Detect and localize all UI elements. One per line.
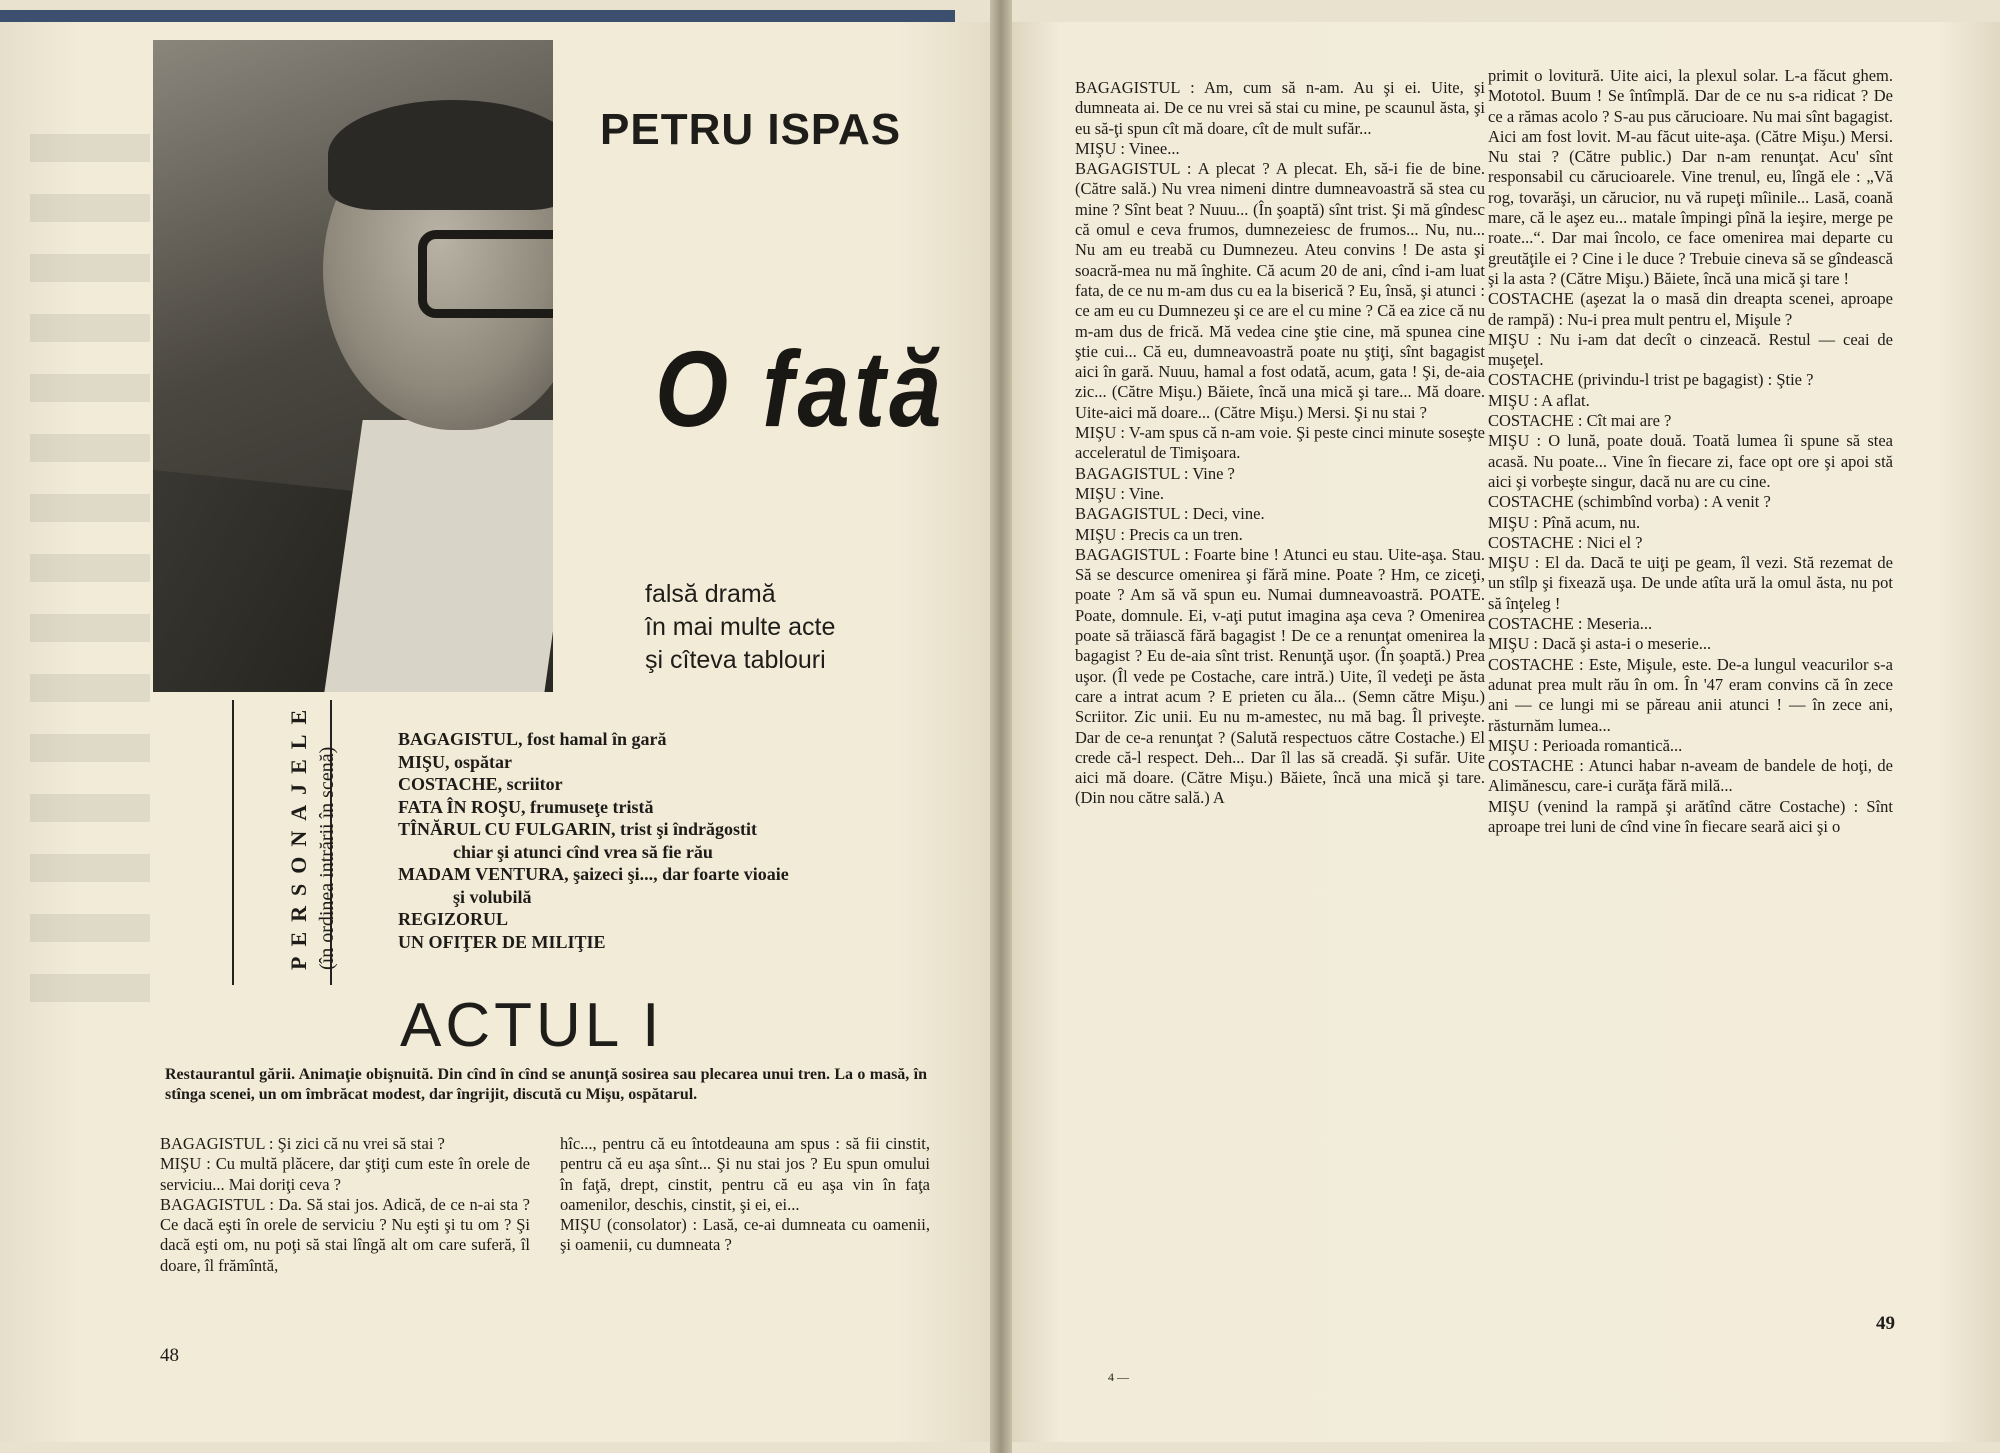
cast-item-continued: şi volubilă xyxy=(453,886,532,907)
characters-note: (în ordinea intrării în scenă) xyxy=(316,746,338,970)
dialogue-line: COSTACHE : Este, Mişule, este. De-a lungul veacurilor s-a adunat prea mult rău în om. În '47 eram convins că în zece ani — ce lungi mi se păreau anii atunci ! — în zece ani, răsturnăm lumea... xyxy=(1488,654,1893,735)
cast-item: UN OFIŢER DE MILIŢIE xyxy=(398,931,606,952)
cast-item: REGIZORUL xyxy=(398,909,509,929)
dialogue-line: BAGAGISTUL : A plecat ? A plecat. Eh, să-i fie de bine. (Către sală.) Nu vrea nimeni dintre dumneavoastră să stea cu mine ? Sînt beat ? Nuuu... (În şoaptă) sînt trist. Şi mă gîndesc că omul e ceva frumos, dumnezeiesc de frumos... Nu, nu... Nu am eu treabă cu Dumnezeu. Ateu convins ! De asta şi soacră-mea nu mă înghite. Că acum 20 de ani, cînd i-am luat fata, de ce nu m-am dus cu ea la biserică ? Eu, însă, şi atunci : ce am eu cu Dumnezeu şi ce are el cu mine ? Că ea zice că nu m-am dus de frică. Mă vedea cine ştie cine, mă spunea cine ştie cui... Că eu, dumneavoastră poate nu ştiţi, sînt bagagist aici în gară. Nuuu, hamal a fost odată, acum, gata ! Şi, de-aia zic... (Către Mişu.) Băiete, încă una mică şi tare... Mă doare. Uite-aici mă doare... (Către Mişu.) Mersi. Şi nu stai ? xyxy=(1075,159,1485,422)
text-column-right-2 xyxy=(1488,66,1893,837)
page-number-right: 49 xyxy=(1876,1313,1895,1334)
dialogue-line: BAGAGISTUL : Foarte bine ! Atunci eu stau. Uite-aşa. Stau. Să se descurce omenirea şi fără mine. Poate ? Hm, ce ziceţi, poate ? Am să vă spun eu. Numai dumneavoastră. POATE. Poate, domnule. Ei, v-aţi putut imagina aşa ceva ? Omenirea poate să trăiască fără bagagist ! De ce a renunţat omenirea la bagagist ? Eu de-aia sînt trist. Renunţă uşor. (În şoaptă.) Prea uşor. (Îl vede pe Costache, care intră.) Uite, îl vedeţi pe ăsta care a intrat acum ? E prieten cu ăla... (Semn către Mişu.) Scriitor. Zic unii. Eu nu m-amestec, nu mă bag. Îl priveşte. Dar de ce-a renunţat ? (Salută respectuos către Costache.) El crede că-l respect. Deh... Dar îl las să creadă. Şi sufăr. Uite aici mă doare. (Către Mişu.) Băiete, încă una mică şi tare. (Din nou către sală.) A xyxy=(1075,544,1485,808)
dialogue-line: MIŞU : Dacă şi asta-i o meserie... xyxy=(1488,634,1712,654)
dialogue-line: MIŞU (consolator) : Lasă, ce-ai dumneata cu oamenii, şi oamenii, cu dumneata ? xyxy=(560,1215,930,1255)
dialogue-line: MIŞU : Perioada romantică... xyxy=(1488,735,1683,755)
dialogue-line: MIŞU : V-am spus că n-am voie. Şi peste cinci minute soseşte acceleratul de Timişoara. xyxy=(1075,423,1485,463)
author-portrait-photo xyxy=(153,40,553,692)
dialogue-line: MIŞU : Precis ca un tren. xyxy=(1075,524,1243,544)
dialogue-line: BAGAGISTUL : Deci, vine. xyxy=(1075,504,1265,524)
signature-mark: 4 — xyxy=(1108,1370,1129,1384)
dialogue-line: MIŞU (venind la rampă şi arătînd către Costache) : Sînt aproape trei luni de cînd vine în fiecare seară aici şi o xyxy=(1488,796,1893,836)
portrait-hair xyxy=(328,100,553,210)
dialogue-line: MIŞU : Vinee... xyxy=(1075,138,1180,158)
act-heading: ACTUL I xyxy=(400,991,664,1060)
cast-item: BAGAGISTUL, fost hamal în gară xyxy=(398,729,667,749)
dialogue-line: BAGAGISTUL : Vine ? xyxy=(1075,463,1235,483)
cast-item: FATA ÎN ROŞU, frumuseţe tristă xyxy=(398,796,654,817)
portrait-shirt xyxy=(323,420,553,692)
cast-item-continued: chiar şi atunci cînd vrea să fie rău xyxy=(453,841,713,862)
dialogue-line: BAGAGISTUL : Şi zici că nu vrei să stai ? xyxy=(160,1134,445,1153)
text-column-left-1 xyxy=(160,1134,530,1276)
dialogue-line: BAGAGISTUL : Da. Să stai jos. Adică, de ce n-ai sta ? Ce dacă eşti în orele de serviciu ? Nu eşti şi tu om ? Şi dacă eşti om, nu poţi să stai lîngă alt om care suferă, îl doare, îl frămîntă, xyxy=(160,1194,530,1275)
dialogue-line: MIŞU : El da. Dacă te uiţi pe geam, îl vezi. Stă rezemat de un stîlp şi fixează uşa. De unde atîta ură la omul ăsta, nu pot să înţeleg ! xyxy=(1488,553,1893,613)
cast-item: MADAM VENTURA, şaizeci şi..., dar foarte vioaie xyxy=(398,864,789,884)
characters-heading: PERSONAJELE xyxy=(286,699,311,970)
dialogue-line: BAGAGISTUL : Am, cum să n-am. Au şi ei. Uite, şi dumneata ai. De ce nu vrei să stai cu mine, pe scaunul ăsta, şi eu să-ţi spun cît mă doare, cît de mult sufăr... xyxy=(1075,78,1485,138)
portrait-glasses xyxy=(418,230,553,318)
subtitle-line: şi cîteva tablouri xyxy=(645,646,826,674)
cast-list xyxy=(398,728,930,953)
stage-direction: Restaurantul gării. Animaţie obişnuită. Din cînd în cînd se anunţă sosirea sau plecarea unui tren. La o masă, în stînga scenei, un om îmbrăcat modest, dar îngrijit, discută cu Mişu, ospătarul. xyxy=(165,1066,927,1103)
dialogue-line: COSTACHE (schimbînd vorba) : A venit ? xyxy=(1488,492,1771,512)
dialogue-line: COSTACHE : Nici el ? xyxy=(1488,532,1643,552)
dialogue-line: COSTACHE (privindu-l trist pe bagagist) : Ştie ? xyxy=(1488,370,1814,390)
dialogue-line: primit o lovitură. Uite aici, la plexul solar. L-a făcut ghem. Mototol. Buum ! Se întîmplă. Dar de ce nu s-a ridicat ? De ce a rămas acolo ? S-au pus cărucioare. Nu mai sînt bagagist. Aici am fost lovit. M-au făcut uite-aşa. (Către Mişu.) Mersi. Nu stai ? (Către public.) Dar n-am renunţat. Acu' sînt responsabil cu cărucioarele. Vine trenul, eu, lîngă ele : „Vă rog, tovarăşi, un cărucior, nu vă rupeţi mîinile... Lasă, coană mare, că le aşez eu... matale împingi pînă la ieşire, merge pe roate...“. Dar mai încolo, ce face omenirea mai departe cu greutăţile ei ? Cine i le duce ? Trebuie cineva să se gîndească şi la asta ? (Către Mişu.) Băiete, încă una mică şi tare ! xyxy=(1488,66,1893,288)
play-title: O fată xyxy=(655,328,946,449)
play-subtitle xyxy=(645,578,835,677)
dialogue-line: COSTACHE : Cît mai are ? xyxy=(1488,411,1672,431)
book-spine xyxy=(990,0,1012,1453)
divider-line xyxy=(232,700,234,985)
dialogue-line: COSTACHE : Atunci habar n-aveam de bandele de hoţi, de Alimănescu, care-i curăţa fără milă... xyxy=(1488,756,1893,796)
bleed-through-text xyxy=(30,122,150,1002)
characters-vertical-label xyxy=(286,699,338,970)
dialogue-line: MIŞU : Cu multă plăcere, dar ştiţi cum este în orele de serviciu... Mai doriţi ceva ? xyxy=(160,1154,530,1194)
dialogue-line: MIŞU : O lună, poate două. Toată lumea îi spune să stea acasă. Nu poate... Vine în fiecare zi, face opt ore şi apoi stă aici şi vorbeşte singur, dacă nu are cu cine. xyxy=(1488,431,1893,491)
author-name: PETRU ISPAS xyxy=(600,105,902,154)
dialogue-line: COSTACHE (aşezat la o masă din dreapta scenei, aproape de rampă) : Nu-i prea mult pentru el, Mişule ? xyxy=(1488,289,1893,329)
dialogue-line: COSTACHE : Meseria... xyxy=(1488,614,1653,634)
cast-item: COSTACHE, scriitor xyxy=(398,774,563,794)
cast-item: MIŞU, ospătar xyxy=(398,751,513,772)
dialogue-line: MIŞU : A aflat. xyxy=(1488,390,1590,410)
subtitle-line: falsă dramă xyxy=(645,580,776,608)
dialogue-line: hîc..., pentru că eu întotdeauna am spus : să fii cinstit, pentru că eu aşa sînt... Şi nu stai jos ? Eu spun omului în faţă, drept, cinstit, pentru că eu aşa vin în faţa oamenilor, deschis, cinstit, şi ei, ei... xyxy=(560,1134,930,1214)
dialogue-line: MIŞU : Nu i-am dat decît o cinzeacă. Restul — ceai de muşeţel. xyxy=(1488,329,1893,370)
cast-item: TÎNĂRUL CU FULGARIN, trist şi îndrăgostit xyxy=(398,819,758,839)
dialogue-line: MIŞU : Vine. xyxy=(1075,483,1165,503)
page-number-left: 48 xyxy=(160,1345,179,1366)
dialogue-line: MIŞU : Pînă acum, nu. xyxy=(1488,512,1641,532)
text-column-right-1 xyxy=(1075,78,1485,809)
subtitle-line: în mai multe acte xyxy=(645,613,836,641)
text-column-left-2 xyxy=(560,1134,930,1256)
